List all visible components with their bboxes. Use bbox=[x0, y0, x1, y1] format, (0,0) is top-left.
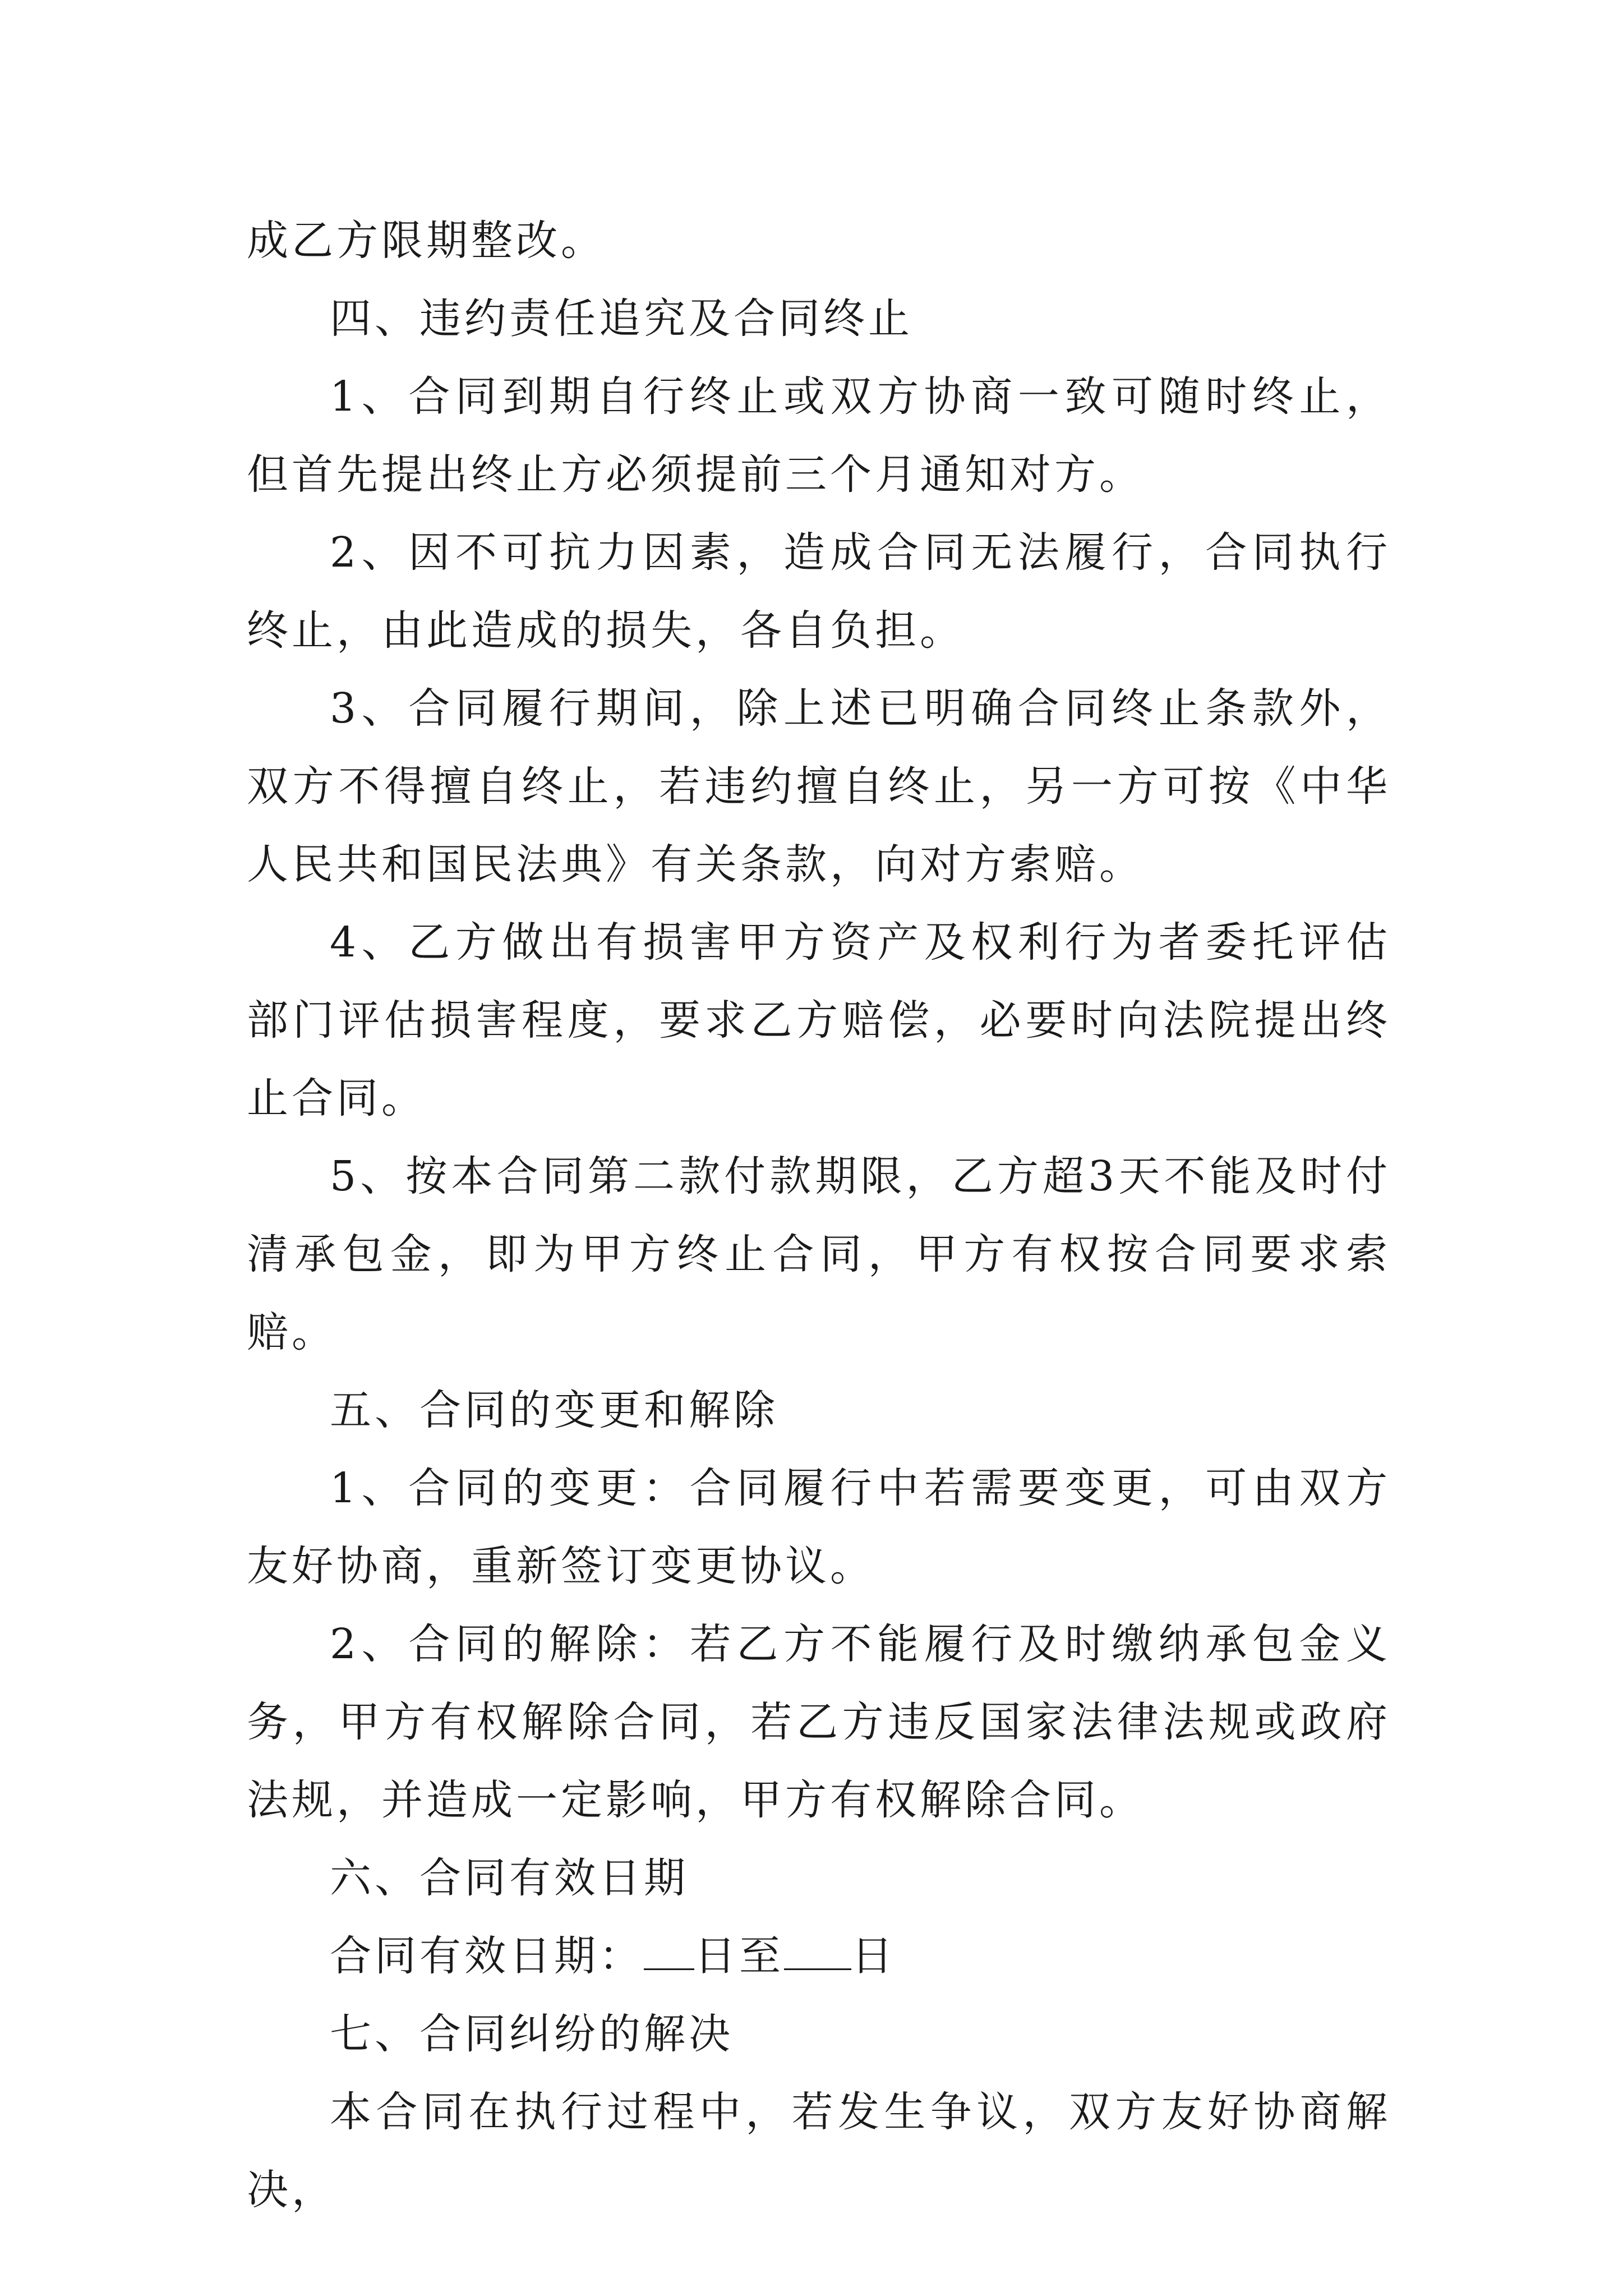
paragraph-continuation: 成乙方限期整改。 bbox=[247, 217, 606, 265]
clause-4-1: 1、合同到期自行终止或双方协商一致可随时终止，但首先提出终止方必须提前三个月通知对方。 bbox=[247, 372, 1391, 499]
clause-5-2: 2、合同的解除：若乙方不能履行及时缴纳承包金义务，甲方有权解除合同，若乙方违反国家法律法规或政府法规，并造成一定影响，甲方有权解除合同。 bbox=[247, 1620, 1391, 1824]
clause-7-text: 本合同在执行过程中，若发生争议，双方友好协商解决， bbox=[247, 2088, 1391, 2214]
section-heading-breach: 四、违约责任追究及合同终止 bbox=[330, 295, 913, 343]
validity-date-label: 合同有效日期： bbox=[330, 1932, 644, 1980]
end-date-blank bbox=[784, 1929, 851, 1970]
clause-4-4: 4、乙方做出有损害甲方资产及权利行为者委托评估部门评估损害程度，要求乙方赔偿，必要时向法院提出终止合同。 bbox=[247, 918, 1391, 1122]
validity-date-mid: 日至 bbox=[694, 1932, 784, 1980]
document-body bbox=[247, 202, 1391, 2229]
section-heading-change: 五、合同的变更和解除 bbox=[330, 1386, 778, 1434]
section-heading-dispute: 七、合同纠纷的解决 bbox=[330, 2010, 734, 2058]
section-heading-validity: 六、合同有效日期 bbox=[330, 1854, 689, 1902]
start-date-blank bbox=[644, 1929, 694, 1970]
clause-5-1: 1、合同的变更：合同履行中若需要变更，可由双方友好协商，重新签订变更协议。 bbox=[247, 1464, 1391, 1590]
clause-4-2: 2、因不可抗力因素，造成合同无法履行，合同执行终止，由此造成的损失，各自负担。 bbox=[247, 528, 1391, 655]
validity-date-line bbox=[247, 1917, 1391, 1995]
clause-4-3: 3、合同履行期间，除上述已明确合同终止条款外，双方不得擅自终止，若违约擅自终止，另一方可按《中华人民共和国民法典》有关条款，向对方索赔。 bbox=[247, 684, 1391, 889]
clause-4-5: 5、按本合同第二款付款期限，乙方超3天不能及时付清承包金，即为甲方终止合同，甲方有权按合同要求索赔。 bbox=[247, 1152, 1391, 1356]
validity-date-end: 日 bbox=[851, 1932, 896, 1980]
